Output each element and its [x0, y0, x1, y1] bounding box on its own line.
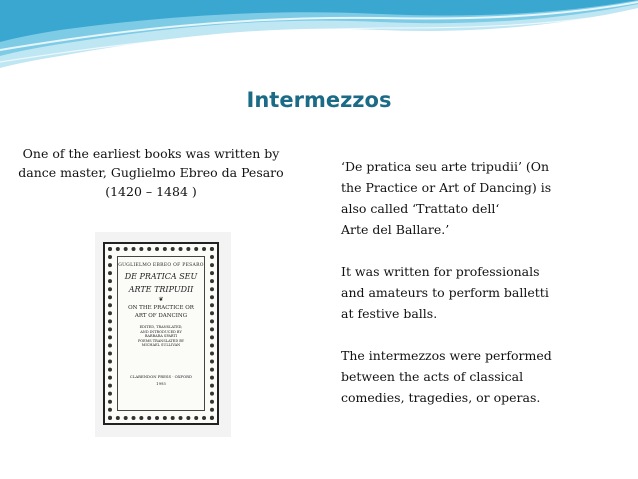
book-year: 1993 [156, 380, 166, 386]
ornament-icon: ❦ [158, 296, 164, 303]
book-credits [118, 325, 204, 348]
paragraph-line: Arte del Ballare.’ [341, 222, 450, 237]
book-cover-image [95, 232, 231, 437]
paragraph-line: and amateurs to perform balletti [341, 285, 549, 300]
left-caption [8, 144, 294, 201]
book-author: GUGLIELMO EBREO OF PESARO [118, 263, 204, 268]
book-english-title-line: ON THE PRACTICE OR [128, 305, 194, 311]
book-cover [103, 242, 219, 425]
book-title-line: DE PRATICA SEU [124, 272, 198, 281]
paragraph-line: also called ‘Trattato dell‘ [341, 201, 500, 216]
book-credit-line: AND INTRODUCED BY [140, 329, 182, 334]
paragraph-line: ‘De pratica seu arte tripudii’ (On [341, 159, 550, 174]
book-credit-line: EDITED, TRANSLATED, [139, 325, 183, 329]
left-caption-line: One of the earliest books was written by [22, 146, 280, 161]
book-credit-line: BARBARA SPARTI [144, 334, 178, 338]
book-english-title-line: ART OF DANCING [134, 313, 188, 319]
right-body-text [341, 156, 633, 429]
paragraph [341, 261, 633, 324]
book-cover-content [117, 256, 205, 411]
book-credit-line: POEMS TRANSLATED BY [137, 338, 185, 343]
left-caption-line: dance master, Guglielmo Ebreo da Pesaro [18, 165, 284, 180]
paragraph-line: between the acts of classical [341, 369, 524, 384]
slide-title: Intermezzos [246, 88, 392, 112]
paragraph-line: The intermezzos were performed [341, 348, 552, 363]
header-wave-decoration [0, 0, 638, 80]
paragraph-line: the Practice or Art of Dancing) is [341, 180, 552, 195]
paragraph [341, 345, 633, 408]
paragraph [341, 156, 633, 240]
paragraph-line: at festive balls. [341, 306, 438, 321]
book-publisher: CLARENDON PRESS · OXFORD [129, 373, 193, 379]
book-title-line: ARTE TRIPUDII [128, 285, 194, 294]
paragraph-line: It was written for professionals [341, 264, 540, 279]
paragraph-line: comedies, tragedies, or operas. [341, 390, 541, 405]
left-caption-line: (1420 – 1484 ) [105, 184, 197, 199]
book-credit-line: MICHAEL SULLIVAN [141, 343, 181, 347]
